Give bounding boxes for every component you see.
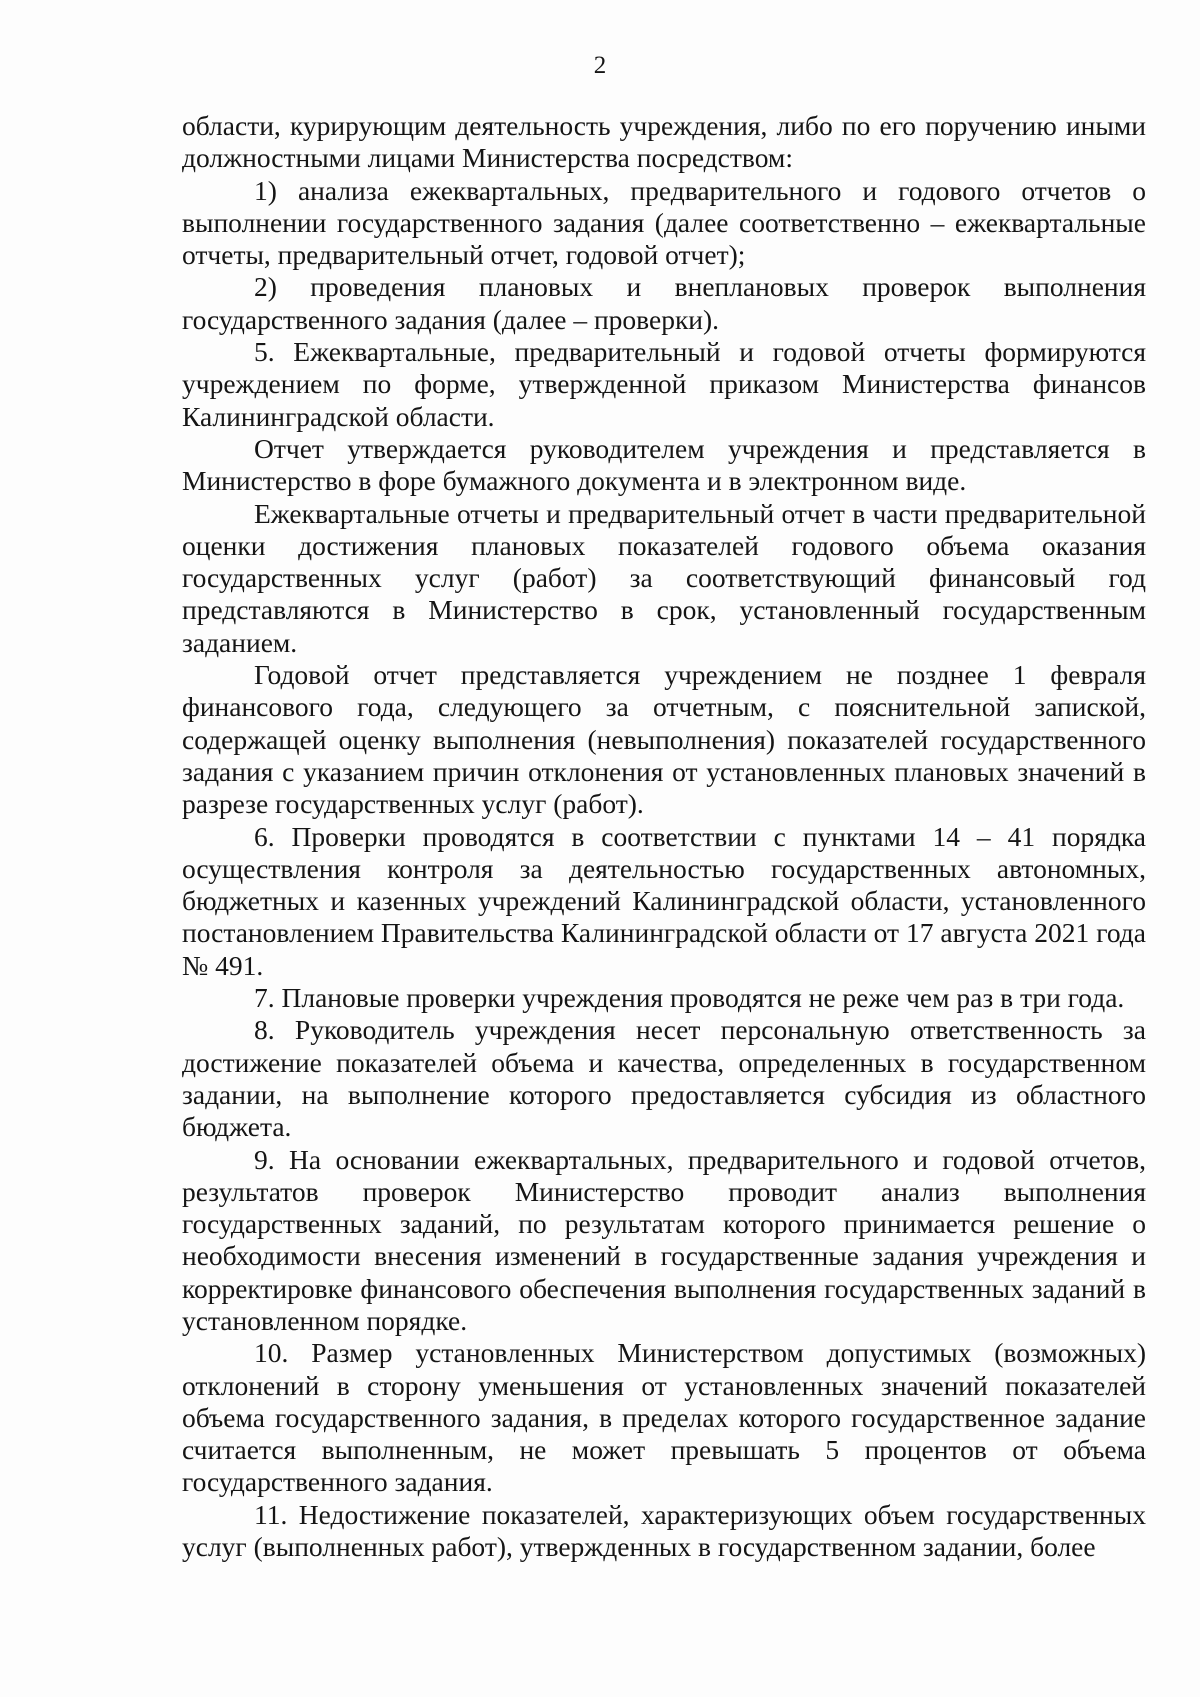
document-body: [182, 110, 1146, 1563]
paragraph-item-2: 2) проведения плановых и внеплановых проверок выполнения государственного задания (далее – проверки).: [182, 271, 1146, 335]
paragraph-continuation: области, курирующим деятельность учреждения, либо по его поручению иными должностными лицами Министерства посредством:: [182, 110, 1146, 174]
paragraph-11: 11. Недостижение показателей, характеризующих объем государственных услуг (выполненных работ), утвержденных в государственном задании, более: [182, 1498, 1146, 1563]
paragraph-6: 6. Проверки проводятся в соответствии с пунктами 14 – 41 порядка осуществления контроля за деятельностью государственных автономных, бюджетных и казенных учреждений Калининградской области, установленного постановлением Правительства Калининградской области от 17 августа 2021 года № 491.: [182, 820, 1146, 981]
paragraph-9: 9. На основании ежеквартальных, предварительного и годовой отчетов, результатов проверок Министерство проводит анализ выполнения государственных заданий, по результатам которого принимается решение о необходимости внесения изменений в государственные задания учреждения и корректировке финансового обеспечения выполнения государственных заданий в установленном порядке.: [182, 1143, 1146, 1336]
paragraph-item-1: 1) анализа ежеквартальных, предварительного и годового отчетов о выполнении государственного задания (далее соответственно – ежеквартальные отчеты, предварительный отчет, годовой отчет);: [182, 174, 1146, 271]
paragraph-5: 5. Ежеквартальные, предварительный и годовой отчеты формируются учреждением по форме, утвержденной приказом Министерства финансов Калининградской области.: [182, 336, 1146, 432]
page-number: 2: [593, 52, 607, 79]
paragraph-annual-report: Годовой отчет представляется учреждением не позднее 1 февраля финансового года, следующего за отчетным, с пояснительной запиской, содержащей оценку выполнения (невыполнения) показателей государственного задания с указанием причин отклонения от установленных плановых значений в разрезе государственных услуг (работ).: [182, 659, 1146, 820]
paragraph-quarterly-reports: Ежеквартальные отчеты и предварительный отчет в части предварительной оценки достижения плановых показателей годового объема оказания государственных услуг (работ) за соответствующий финансовый год представляются в Министерство в срок, установленный государственным заданием.: [182, 497, 1146, 658]
paragraph-report-approval: Отчет утверждается руководителем учреждения и представляется в Министерство в форе бумажного документа и в электронном виде.: [182, 432, 1146, 497]
paragraph-7: 7. Плановые проверки учреждения проводятся не реже чем раз в три года.: [254, 982, 1125, 1014]
paragraph-10: 10. Размер установленных Министерством допустимых (возможных) отклонений в сторону уменьшения от установленных значений показателей объема государственного задания, в пределах которого государственное задание считается выполненным, не может превышать 5 процентов от объема государственного задания.: [182, 1337, 1146, 1498]
paragraph-8: 8. Руководитель учреждения несет персональную ответственность за достижение показателей объема и качества, определенных в государственном задании, на выполнение которого предоставляется субсидия из областного бюджета.: [182, 1014, 1146, 1143]
